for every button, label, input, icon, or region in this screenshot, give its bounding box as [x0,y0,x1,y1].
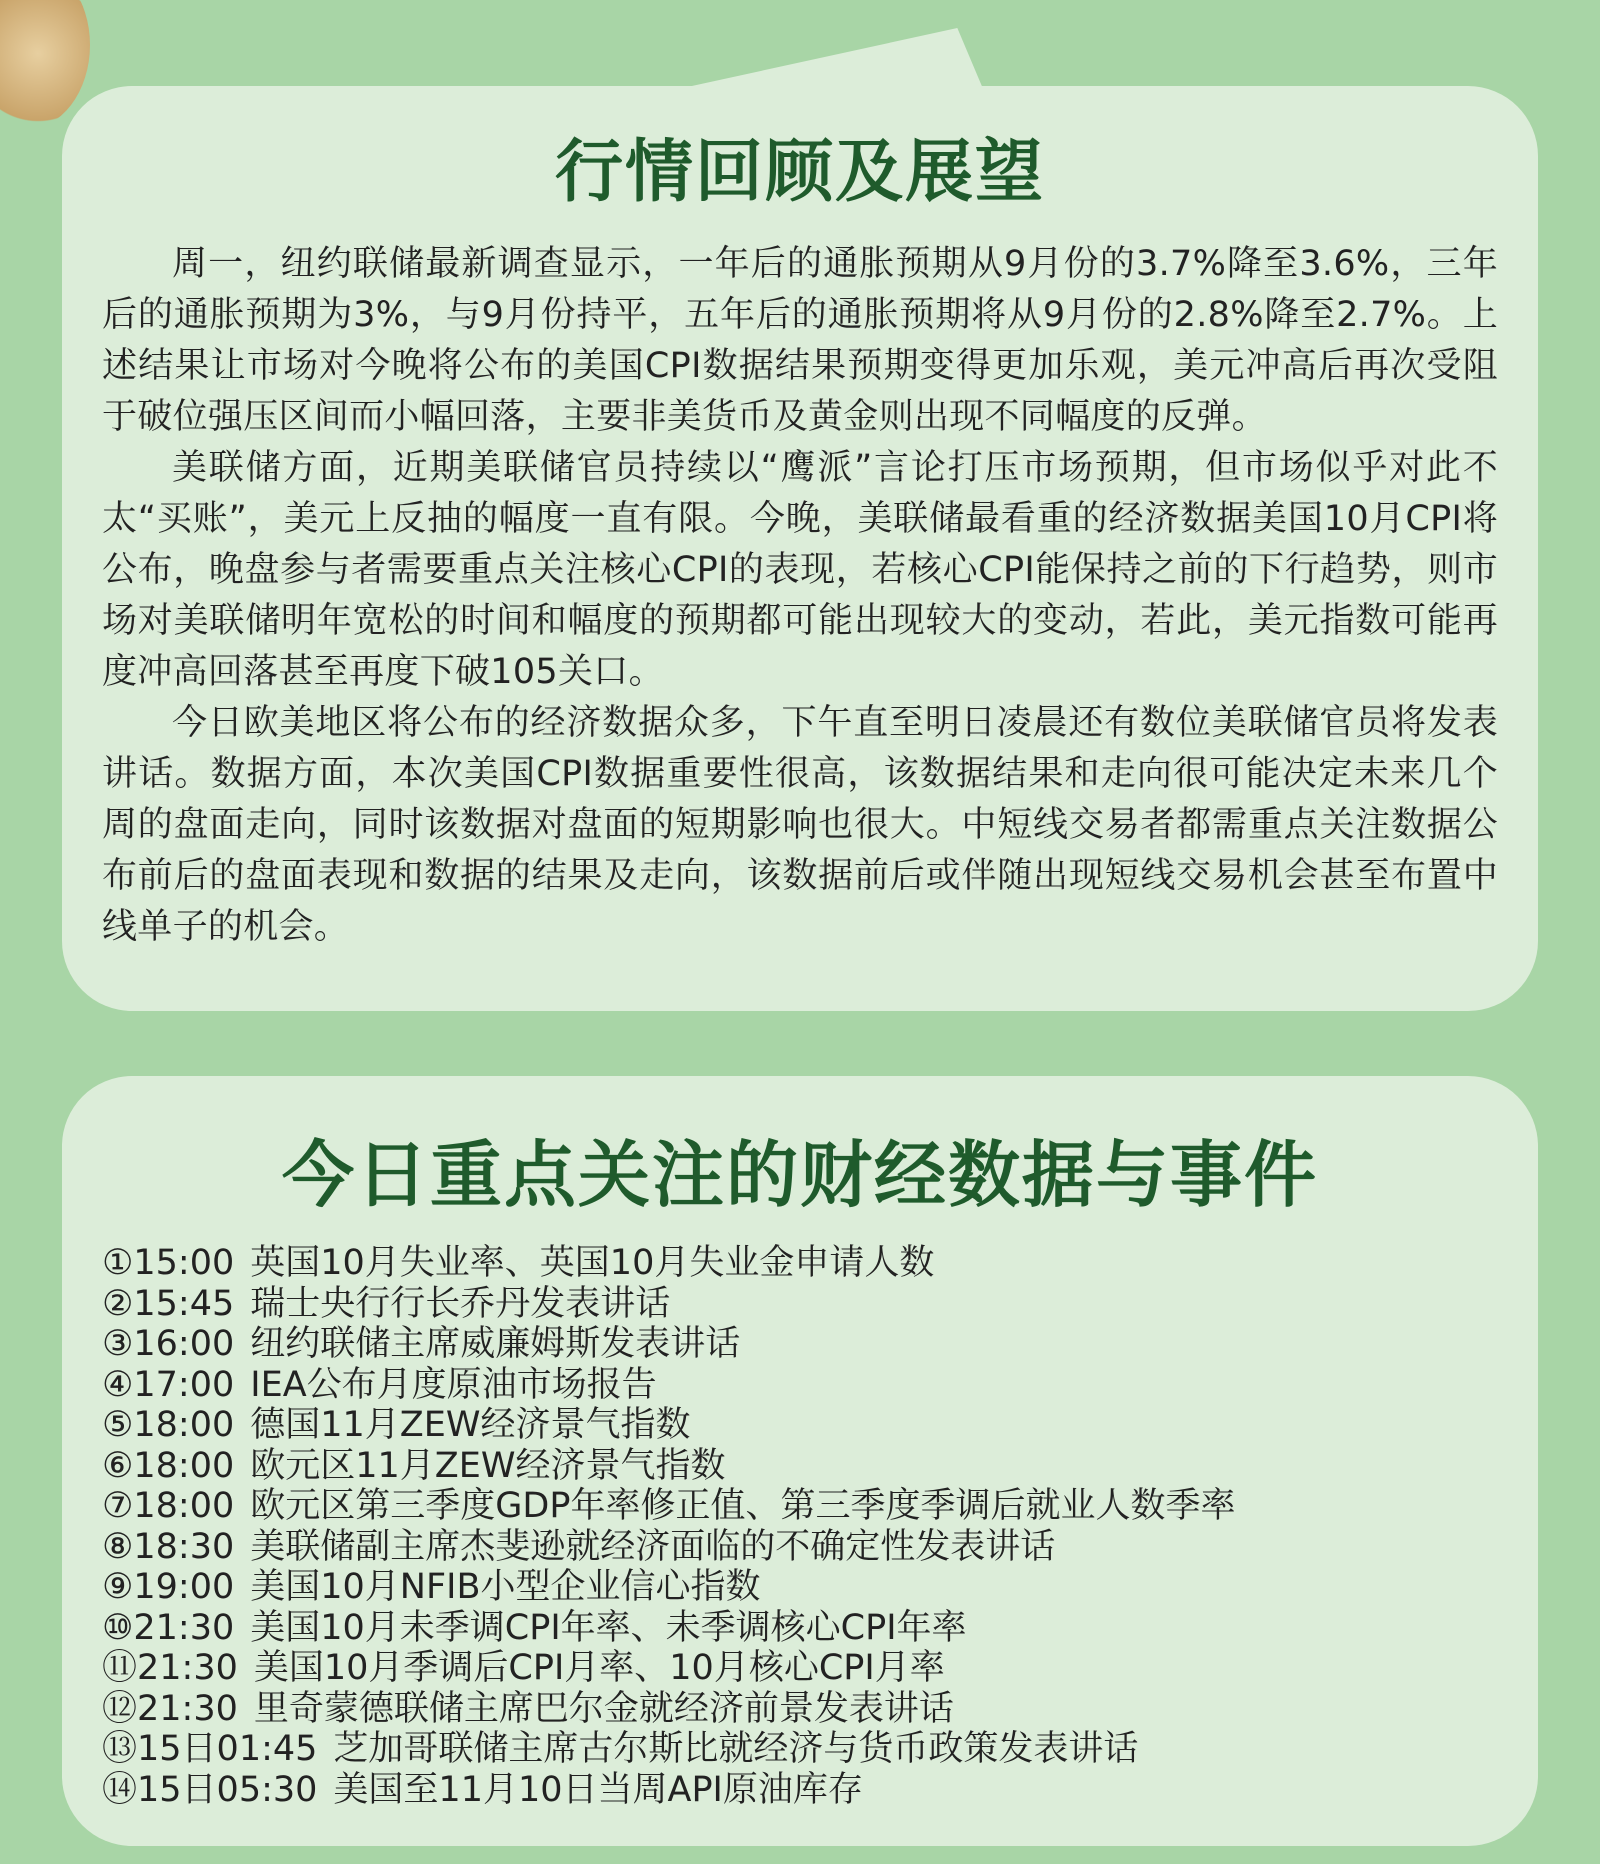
event-item [102,1689,1498,1730]
event-number: ④ [102,1364,134,1405]
event-item [102,1284,1498,1325]
event-description: 芝加哥联储主席古尔斯比就经济与货币政策发表讲话 [333,1729,1139,1770]
event-description: 美国10月NFIB小型企业信心指数 [250,1567,761,1608]
event-description: 德国11月ZEW经济景气指数 [250,1405,691,1446]
event-time: 18:00 [133,1405,235,1446]
event-number: ⑦ [102,1486,134,1527]
market-review-title: 行情回顾及展望 [554,133,1045,212]
event-number: ⑭ [102,1769,138,1810]
event-time: 17:00 [133,1364,235,1405]
event-item [102,1405,1498,1446]
market-review-card [62,86,1538,1011]
event-number: ⑫ [102,1688,138,1729]
event-time: 19:00 [133,1567,235,1608]
event-item [102,1446,1498,1487]
event-item [102,1365,1498,1406]
event-description: 欧元区11月ZEW经济景气指数 [250,1445,726,1486]
event-item [102,1729,1498,1770]
event-time: 21:30 [137,1688,238,1729]
event-number: ③ [102,1324,134,1365]
event-item [102,1608,1498,1649]
event-time: 15日01:45 [137,1729,318,1770]
event-item [102,1567,1498,1608]
review-paragraph: 周一，纽约联储最新调查显示，一年后的通胀预期从9月份的3.7%降至3.6%，三年后的通胀预期为3%，与9月份持平，五年后的通胀预期将从9月份的2.8%降至2.7%。上述结果让市场对今晚将公布的美国CPI数据结果预期变得更加乐观，美元冲高后再次受阻于破位强压区间而小幅回落，主要非美货币及黄金则出现不同幅度的反弹。 [102,243,1498,437]
event-description: 英国10月失业率、英国10月失业金申请人数 [250,1243,935,1284]
event-item [102,1486,1498,1527]
event-item [102,1324,1498,1365]
event-time: 21:30 [133,1607,235,1648]
event-time: 18:00 [133,1445,235,1486]
key-events-card [62,1076,1538,1846]
event-time: 18:30 [133,1526,235,1567]
event-number: ⑨ [102,1567,134,1608]
event-description: 欧元区第三季度GDP年率修正值、第三季度季调后就业人数季率 [250,1486,1236,1527]
event-description: 里奇蒙德联储主席巴尔金就经济前景发表讲话 [253,1688,954,1729]
event-description: 纽约联储主席威廉姆斯发表讲话 [250,1324,741,1365]
review-paragraph: 今日欧美地区将公布的经济数据众多，下午直至明日凌晨还有数位美联储官员将发表讲话。数据方面，本次美国CPI数据重要性很高，该数据结果和走向很可能决定未来几个周的盘面走向，同时该数据对盘面的短期影响也很大。中短线交易者都需重点关注数据公布前后的盘面表现和数据的结果及走向，该数据前后或伴随出现短线交易机会甚至布置中线单子的机会。 [102,702,1498,947]
event-description: 美联储副主席杰斐逊就经济面临的不确定性发表讲话 [250,1526,1056,1567]
review-paragraph: 美联储方面，近期美联储官员持续以“鹰派”言论打压市场预期，但市场似乎对此不太“买账”，美元上反抽的幅度一直有限。今晚，美联储最看重的经济数据美国10月CPI将公布，晚盘参与者需要重点关注核心CPI的表现，若核心CPI能保持之前的下行趋势，则市场对美联储明年宽松的时间和幅度的预期都可能出现较大的变动，若此，美元指数可能再度冲高回落甚至再度下破105关口。 [102,447,1498,692]
event-number: ⑥ [102,1445,134,1486]
event-description: 美国至11月10日当周API原油库存 [333,1769,863,1810]
event-number: ⑪ [102,1648,138,1689]
speech-bubble-tail [683,28,1018,88]
event-item [102,1243,1498,1284]
key-events-title: 今日重点关注的财经数据与事件 [281,1133,1318,1217]
corner-decoration [0,0,90,130]
events-list [102,1243,1498,1810]
event-item [102,1770,1498,1811]
event-time: 15:00 [133,1243,235,1284]
event-number: ① [102,1243,134,1284]
event-number: ⑧ [102,1526,134,1567]
event-time: 15日05:30 [137,1769,318,1810]
event-description: IEA公布月度原油市场报告 [250,1364,657,1405]
event-number: ⑤ [102,1405,134,1446]
event-time: 16:00 [133,1324,235,1365]
event-description: 美国10月季调后CPI月率、10月核心CPI月率 [253,1648,945,1689]
event-description: 瑞士央行行长乔丹发表讲话 [250,1283,671,1324]
event-number: ② [102,1283,134,1324]
event-time: 18:00 [133,1486,235,1527]
event-item [102,1527,1498,1568]
event-item [102,1648,1498,1689]
event-description: 美国10月未季调CPI年率、未季调核心CPI年率 [250,1607,967,1648]
event-time: 15:45 [133,1283,235,1324]
event-number: ⑬ [102,1729,138,1770]
event-time: 21:30 [137,1648,238,1689]
event-number: ⑩ [102,1607,134,1648]
